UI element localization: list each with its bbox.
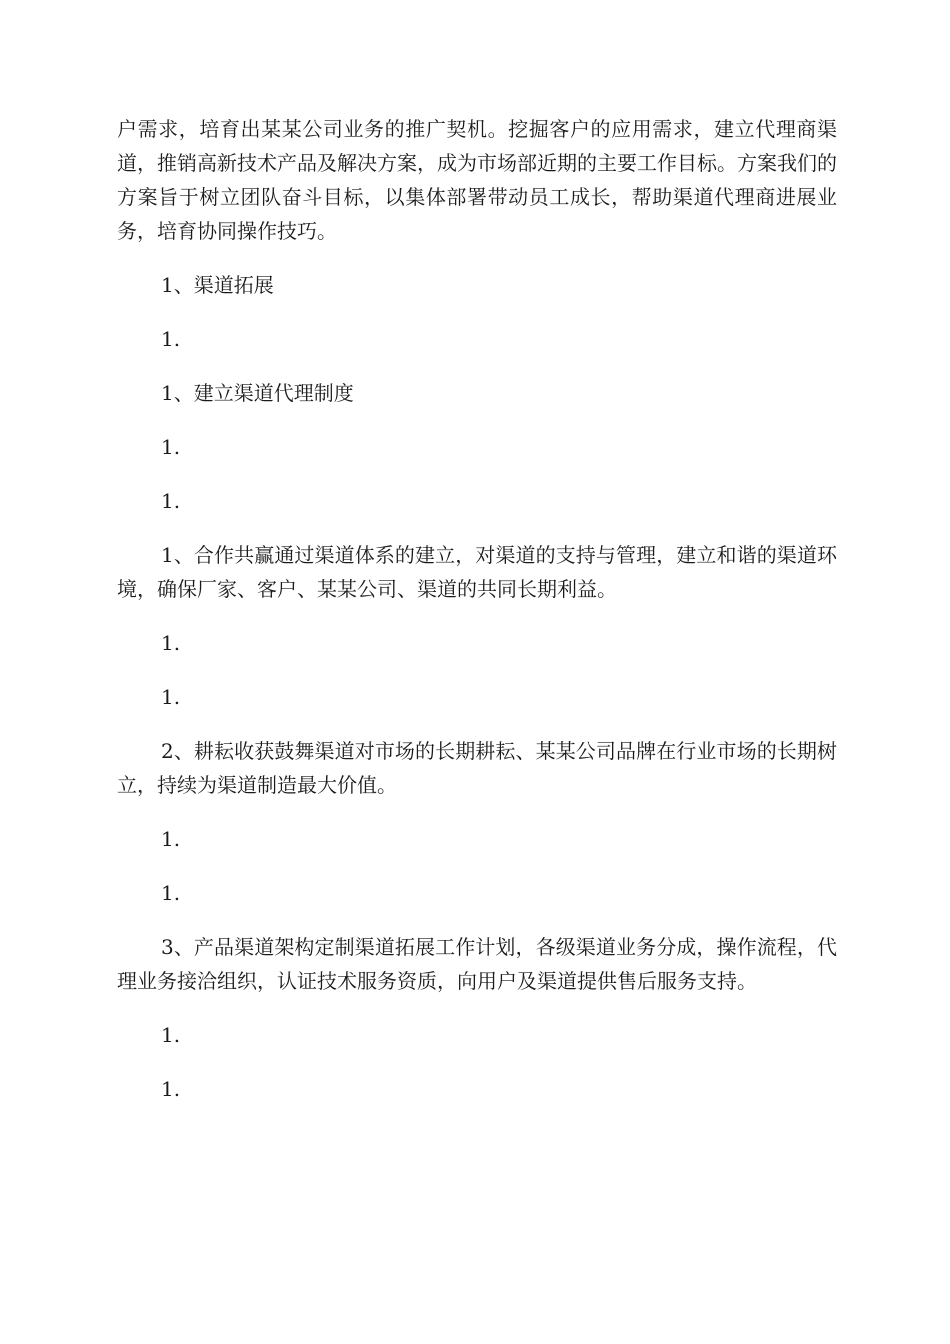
list-number: 1. — [161, 1023, 181, 1047]
list-number: 1. — [161, 827, 181, 851]
list-number: 1. — [161, 1077, 181, 1101]
heading-agency-system: 1、建立渠道代理制度 — [161, 381, 354, 405]
heading-channel-expansion: 1、渠道拓展 — [161, 273, 274, 297]
list-number: 1. — [161, 489, 181, 513]
list-number: 1. — [161, 881, 181, 905]
paragraph-cultivation: 2、耕耘收获鼓舞渠道对市场的长期耕耘、某某公司品牌在行业市场的长期树立，持续为渠道制造最大价值。 — [117, 739, 837, 797]
paragraph-product-channel: 3、产品渠道架构定制渠道拓展工作计划，各级渠道业务分成，操作流程，代理业务接洽组织，认证技术服务资质，向用户及渠道提供售后服务支持。 — [117, 935, 837, 993]
list-number: 1. — [161, 685, 181, 709]
list-number: 1. — [161, 435, 181, 459]
list-number: 1. — [161, 327, 181, 351]
document-body — [117, 112, 837, 1126]
list-number: 1. — [161, 631, 181, 655]
paragraph-intro: 户需求，培育出某某公司业务的推广契机。挖掘客户的应用需求，建立代理商渠道，推销高新技术产品及解决方案，成为市场部近期的主要工作目标。方案我们的方案旨于树立团队奋斗目标，以集体部署带动员工成长，帮助渠道代理商进展业务，培育协同操作技巧。 — [117, 117, 837, 243]
paragraph-win-win: 1、合作共赢通过渠道体系的建立，对渠道的支持与管理，建立和谐的渠道环境，确保厂家、客户、某某公司、渠道的共同长期利益。 — [117, 543, 837, 601]
